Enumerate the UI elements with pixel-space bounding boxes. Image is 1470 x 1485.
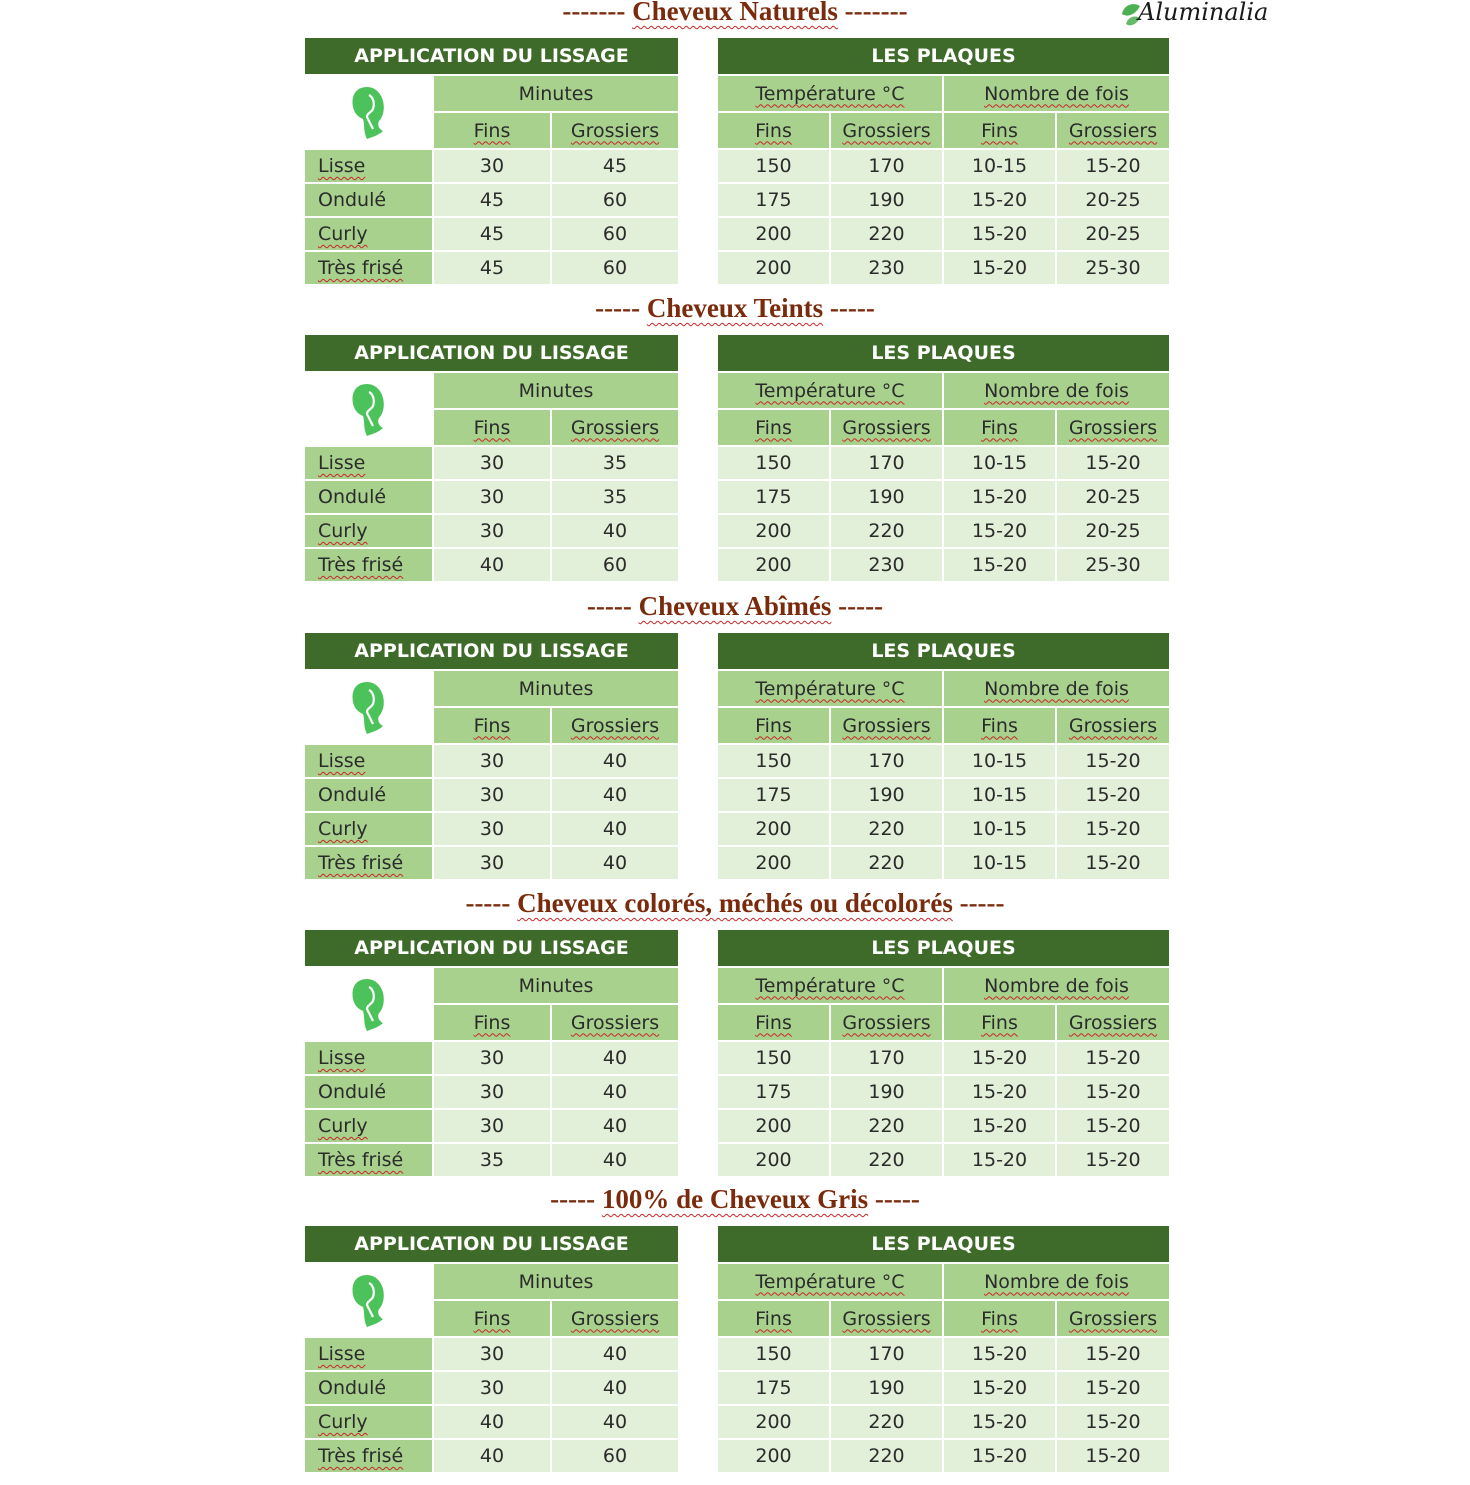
minutes-grossiers-value: 40 — [552, 1042, 678, 1076]
temp-fins-value: 175 — [718, 184, 829, 218]
title-dash-right: ----- — [874, 1184, 920, 1214]
temp-fins-header — [718, 708, 829, 745]
minutes-fins-value: 30 — [434, 813, 550, 847]
times-grossiers-header — [1057, 410, 1169, 447]
row-label-text: Très frisé — [318, 554, 404, 576]
minutes-fins-value: 30 — [434, 1110, 550, 1144]
application-table — [305, 633, 676, 881]
minutes-fins-label: Fins — [473, 1307, 511, 1330]
temperature-header — [718, 671, 942, 708]
times-header — [944, 1264, 1169, 1301]
row-label-text: Très frisé — [318, 257, 404, 279]
hair-type-section-3 — [0, 591, 1470, 892]
row-label-text: Curly — [318, 520, 368, 542]
minutes-fins-value: 30 — [434, 745, 550, 779]
plaques-header: LES PLAQUES — [718, 633, 1169, 671]
times-grossiers-value: 15-20 — [1057, 1406, 1169, 1440]
row-label-text: Lisse — [318, 452, 366, 474]
row-label-text: Curly — [318, 818, 368, 840]
temp-grossiers-header — [831, 1005, 942, 1042]
times-grossiers-label: Grossiers — [1068, 714, 1158, 737]
times-grossiers-label: Grossiers — [1068, 1307, 1158, 1330]
title-dash-right: ----- — [838, 591, 884, 621]
temperature-header — [718, 373, 942, 410]
woman-profile-icon — [305, 76, 432, 150]
minutes-header: Minutes — [434, 373, 678, 410]
section-title-text: 100% de Cheveux Gris — [601, 1184, 869, 1214]
row-label-text: Lisse — [318, 155, 366, 177]
temp-grossiers-value: 170 — [831, 745, 942, 779]
application-table — [305, 930, 676, 1178]
minutes-grossiers-value: 35 — [552, 481, 678, 515]
temp-fins-value: 150 — [718, 447, 829, 481]
hair-type-section-2 — [0, 293, 1470, 594]
hair-type-section-1 — [0, 0, 1470, 297]
row-label — [305, 847, 432, 881]
minutes-fins-value: 30 — [434, 1338, 550, 1372]
woman-profile-icon — [305, 671, 432, 745]
row-label — [305, 1406, 432, 1440]
temperature-label: Température °C — [755, 1270, 905, 1293]
minutes-grossiers-label: Grossiers — [570, 1011, 660, 1034]
temp-grossiers-value: 170 — [831, 1338, 942, 1372]
application-header: APPLICATION DU LISSAGE — [305, 335, 678, 373]
times-fins-label: Fins — [981, 1011, 1018, 1034]
hair-type-section-4 — [0, 888, 1470, 1189]
section-title — [0, 1184, 1470, 1215]
times-grossiers-value: 15-20 — [1057, 745, 1169, 779]
temp-fins-header — [718, 113, 829, 150]
times-fins-value: 15-20 — [944, 1144, 1055, 1178]
temp-fins-value: 175 — [718, 481, 829, 515]
minutes-grossiers-value: 40 — [552, 515, 678, 549]
times-grossiers-value: 20-25 — [1057, 218, 1169, 252]
row-label-text: Curly — [318, 1115, 368, 1137]
times-fins-value: 10-15 — [944, 447, 1055, 481]
title-dash-left: ----- — [550, 1184, 596, 1214]
application-table — [305, 1226, 676, 1474]
times-fins-value: 10-15 — [944, 779, 1055, 813]
minutes-grossiers-header — [552, 410, 678, 447]
temp-fins-value: 175 — [718, 1372, 829, 1406]
minutes-fins-value: 40 — [434, 1440, 550, 1474]
row-label — [305, 1440, 432, 1474]
temp-fins-header — [718, 410, 829, 447]
row-label: Ondulé — [305, 184, 432, 218]
woman-profile-icon — [305, 373, 432, 447]
temp-fins-label: Fins — [755, 1011, 792, 1034]
times-fins-value: 15-20 — [944, 481, 1055, 515]
times-fins-value: 15-20 — [944, 218, 1055, 252]
temp-fins-value: 200 — [718, 847, 829, 881]
temp-grossiers-label: Grossiers — [842, 119, 931, 142]
row-label: Ondulé — [305, 779, 432, 813]
times-grossiers-value: 15-20 — [1057, 1042, 1169, 1076]
minutes-grossiers-value: 60 — [552, 218, 678, 252]
minutes-fins-value: 45 — [434, 184, 550, 218]
title-dash-left: ------- — [562, 0, 626, 26]
minutes-grossiers-label: Grossiers — [570, 714, 660, 737]
minutes-grossiers-value: 45 — [552, 150, 678, 184]
times-fins-value: 15-20 — [944, 184, 1055, 218]
section-title — [0, 293, 1470, 324]
times-grossiers-header — [1057, 113, 1169, 150]
temp-fins-value: 200 — [718, 549, 829, 583]
minutes-grossiers-value: 40 — [552, 779, 678, 813]
minutes-grossiers-label: Grossiers — [570, 119, 660, 142]
plaques-header: LES PLAQUES — [718, 1226, 1169, 1264]
times-grossiers-value: 15-20 — [1057, 1076, 1169, 1110]
minutes-fins-value: 40 — [434, 1406, 550, 1440]
minutes-grossiers-header — [552, 113, 678, 150]
temp-grossiers-label: Grossiers — [842, 416, 931, 439]
temp-grossiers-value: 170 — [831, 447, 942, 481]
times-fins-value: 10-15 — [944, 150, 1055, 184]
application-header: APPLICATION DU LISSAGE — [305, 1226, 678, 1264]
temp-grossiers-header — [831, 708, 942, 745]
minutes-fins-value: 35 — [434, 1144, 550, 1178]
plaques-table — [718, 38, 1169, 286]
temp-fins-value: 150 — [718, 745, 829, 779]
minutes-fins-value: 40 — [434, 549, 550, 583]
minutes-grossiers-header — [552, 1301, 678, 1338]
section-title-text: Cheveux Teints — [646, 293, 824, 323]
section-title — [0, 888, 1470, 919]
temp-grossiers-header — [831, 113, 942, 150]
temp-fins-value: 150 — [718, 1338, 829, 1372]
section-title-text: Cheveux colorés, méchés ou décolorés — [517, 888, 953, 918]
minutes-grossiers-label: Grossiers — [570, 1307, 660, 1330]
times-fins-value: 15-20 — [944, 515, 1055, 549]
times-label: Nombre de fois — [984, 677, 1129, 700]
temp-fins-header — [718, 1005, 829, 1042]
row-label: Ondulé — [305, 1372, 432, 1406]
times-fins-value: 10-15 — [944, 847, 1055, 881]
row-label — [305, 252, 432, 286]
row-label-text: Très frisé — [318, 1445, 404, 1467]
minutes-fins-header — [434, 1005, 550, 1042]
application-header: APPLICATION DU LISSAGE — [305, 930, 678, 968]
times-grossiers-label: Grossiers — [1068, 119, 1158, 142]
row-label — [305, 150, 432, 184]
minutes-fins-value: 30 — [434, 1076, 550, 1110]
times-grossiers-value: 15-20 — [1057, 447, 1169, 481]
row-label — [305, 745, 432, 779]
temp-grossiers-value: 190 — [831, 184, 942, 218]
minutes-grossiers-value: 60 — [552, 549, 678, 583]
plaques-header: LES PLAQUES — [718, 930, 1169, 968]
minutes-fins-value: 45 — [434, 218, 550, 252]
temperature-header — [718, 76, 942, 113]
section-title — [0, 591, 1470, 622]
minutes-fins-header — [434, 113, 550, 150]
plaques-table — [718, 335, 1169, 583]
times-fins-value: 15-20 — [944, 1110, 1055, 1144]
minutes-grossiers-value: 40 — [552, 1110, 678, 1144]
temp-fins-label: Fins — [755, 416, 792, 439]
times-fins-header — [944, 1301, 1055, 1338]
temperature-label: Température °C — [755, 379, 905, 402]
times-label: Nombre de fois — [984, 974, 1129, 997]
minutes-grossiers-label: Grossiers — [570, 416, 660, 439]
times-grossiers-header — [1057, 1005, 1169, 1042]
application-table — [305, 38, 676, 286]
times-grossiers-value: 20-25 — [1057, 481, 1169, 515]
woman-profile-icon — [305, 968, 432, 1042]
temp-fins-value: 200 — [718, 813, 829, 847]
woman-profile-icon — [305, 1264, 432, 1338]
minutes-fins-value: 30 — [434, 481, 550, 515]
minutes-fins-label: Fins — [473, 714, 511, 737]
minutes-grossiers-value: 40 — [552, 847, 678, 881]
temp-grossiers-value: 220 — [831, 1406, 942, 1440]
row-label-text: Curly — [318, 1411, 368, 1433]
times-grossiers-value: 20-25 — [1057, 184, 1169, 218]
temp-grossiers-value: 230 — [831, 549, 942, 583]
temp-grossiers-value: 190 — [831, 779, 942, 813]
times-grossiers-value: 15-20 — [1057, 779, 1169, 813]
times-grossiers-value: 15-20 — [1057, 847, 1169, 881]
minutes-fins-value: 30 — [434, 847, 550, 881]
section-title — [0, 0, 1470, 27]
temp-grossiers-header — [831, 1301, 942, 1338]
minutes-header: Minutes — [434, 1264, 678, 1301]
minutes-grossiers-value: 40 — [552, 1372, 678, 1406]
minutes-fins-value: 30 — [434, 150, 550, 184]
temperature-header — [718, 1264, 942, 1301]
temp-fins-value: 150 — [718, 1042, 829, 1076]
times-grossiers-value: 15-20 — [1057, 150, 1169, 184]
temp-grossiers-value: 220 — [831, 1440, 942, 1474]
times-grossiers-value: 20-25 — [1057, 515, 1169, 549]
temp-fins-header — [718, 1301, 829, 1338]
times-grossiers-value: 15-20 — [1057, 1440, 1169, 1474]
times-fins-label: Fins — [981, 416, 1018, 439]
temp-grossiers-header — [831, 410, 942, 447]
minutes-grossiers-value: 40 — [552, 1144, 678, 1178]
minutes-grossiers-header — [552, 708, 678, 745]
times-grossiers-header — [1057, 708, 1169, 745]
minutes-grossiers-value: 60 — [552, 252, 678, 286]
temp-grossiers-value: 220 — [831, 813, 942, 847]
row-label — [305, 515, 432, 549]
minutes-grossiers-value: 40 — [552, 1406, 678, 1440]
minutes-grossiers-value: 40 — [552, 1338, 678, 1372]
temp-fins-value: 200 — [718, 515, 829, 549]
title-dash-left: ----- — [595, 293, 641, 323]
row-label — [305, 447, 432, 481]
times-fins-label: Fins — [981, 714, 1018, 737]
minutes-header: Minutes — [434, 671, 678, 708]
temp-fins-value: 175 — [718, 779, 829, 813]
minutes-grossiers-value: 60 — [552, 184, 678, 218]
minutes-grossiers-value: 40 — [552, 745, 678, 779]
title-dash-right: ------- — [844, 0, 908, 26]
times-header — [944, 968, 1169, 1005]
row-label — [305, 218, 432, 252]
temperature-label: Température °C — [755, 677, 905, 700]
brand-logo-text: Aluminalia — [1138, 0, 1269, 26]
section-title-text: Cheveux Naturels — [632, 0, 838, 26]
minutes-fins-value: 30 — [434, 447, 550, 481]
temp-fins-value: 175 — [718, 1076, 829, 1110]
plaques-table — [718, 633, 1169, 881]
temp-fins-label: Fins — [755, 1307, 792, 1330]
times-grossiers-header — [1057, 1301, 1169, 1338]
temp-fins-value: 200 — [718, 1144, 829, 1178]
minutes-grossiers-header — [552, 1005, 678, 1042]
times-fins-header — [944, 1005, 1055, 1042]
temp-grossiers-value: 220 — [831, 515, 942, 549]
hair-type-section-5 — [0, 1184, 1470, 1485]
minutes-fins-value: 30 — [434, 779, 550, 813]
plaques-table — [718, 1226, 1169, 1474]
title-dash-right: ----- — [829, 293, 875, 323]
row-label — [305, 813, 432, 847]
times-label: Nombre de fois — [984, 1270, 1129, 1293]
row-label-text: Très frisé — [318, 852, 404, 874]
minutes-grossiers-value: 40 — [552, 813, 678, 847]
row-label — [305, 1144, 432, 1178]
times-label: Nombre de fois — [984, 379, 1129, 402]
plaques-header: LES PLAQUES — [718, 38, 1169, 76]
row-label-text: Lisse — [318, 750, 366, 772]
temp-fins-value: 200 — [718, 1110, 829, 1144]
times-grossiers-value: 25-30 — [1057, 549, 1169, 583]
title-dash-left: ----- — [586, 591, 632, 621]
application-table — [305, 335, 676, 583]
times-fins-value: 15-20 — [944, 1440, 1055, 1474]
minutes-fins-value: 30 — [434, 1372, 550, 1406]
temp-fins-value: 200 — [718, 218, 829, 252]
times-fins-value: 15-20 — [944, 1076, 1055, 1110]
row-label-text: Lisse — [318, 1047, 366, 1069]
minutes-fins-header — [434, 410, 550, 447]
temp-fins-value: 200 — [718, 1440, 829, 1474]
temp-grossiers-value: 220 — [831, 1144, 942, 1178]
temperature-header — [718, 968, 942, 1005]
times-header — [944, 671, 1169, 708]
times-header — [944, 373, 1169, 410]
temp-fins-value: 200 — [718, 1406, 829, 1440]
minutes-fins-header — [434, 1301, 550, 1338]
times-fins-header — [944, 410, 1055, 447]
title-dash-left: ----- — [465, 888, 511, 918]
times-header — [944, 76, 1169, 113]
temp-fins-value: 200 — [718, 252, 829, 286]
times-grossiers-value: 15-20 — [1057, 1372, 1169, 1406]
temp-grossiers-value: 170 — [831, 1042, 942, 1076]
times-grossiers-value: 15-20 — [1057, 1110, 1169, 1144]
minutes-fins-value: 30 — [434, 1042, 550, 1076]
row-label: Ondulé — [305, 481, 432, 515]
times-fins-value: 15-20 — [944, 1406, 1055, 1440]
plaques-header: LES PLAQUES — [718, 335, 1169, 373]
times-grossiers-value: 15-20 — [1057, 1144, 1169, 1178]
minutes-grossiers-value: 60 — [552, 1440, 678, 1474]
row-label: Ondulé — [305, 1076, 432, 1110]
temp-grossiers-label: Grossiers — [842, 1307, 931, 1330]
times-grossiers-value: 25-30 — [1057, 252, 1169, 286]
minutes-grossiers-value: 35 — [552, 447, 678, 481]
times-fins-value: 15-20 — [944, 1338, 1055, 1372]
times-fins-header — [944, 113, 1055, 150]
minutes-header: Minutes — [434, 76, 678, 113]
row-label-text: Très frisé — [318, 1149, 404, 1171]
title-dash-right: ----- — [959, 888, 1005, 918]
minutes-fins-label: Fins — [473, 1011, 511, 1034]
times-grossiers-value: 15-20 — [1057, 813, 1169, 847]
temp-grossiers-label: Grossiers — [842, 1011, 931, 1034]
times-grossiers-value: 15-20 — [1057, 1338, 1169, 1372]
temp-fins-label: Fins — [755, 714, 792, 737]
temp-fins-label: Fins — [755, 119, 792, 142]
row-label — [305, 1042, 432, 1076]
minutes-fins-header — [434, 708, 550, 745]
times-label: Nombre de fois — [984, 82, 1129, 105]
section-title-text: Cheveux Abîmés — [638, 591, 832, 621]
plaques-table — [718, 930, 1169, 1178]
row-label-text: Lisse — [318, 1343, 366, 1365]
times-fins-header — [944, 708, 1055, 745]
temp-grossiers-value: 190 — [831, 1076, 942, 1110]
minutes-fins-label: Fins — [473, 119, 511, 142]
temp-grossiers-value: 230 — [831, 252, 942, 286]
temp-grossiers-value: 220 — [831, 1110, 942, 1144]
temp-grossiers-value: 190 — [831, 481, 942, 515]
times-grossiers-label: Grossiers — [1068, 1011, 1158, 1034]
temperature-label: Température °C — [755, 974, 905, 997]
minutes-grossiers-value: 40 — [552, 1076, 678, 1110]
minutes-fins-value: 45 — [434, 252, 550, 286]
times-fins-value: 15-20 — [944, 1372, 1055, 1406]
row-label-text: Curly — [318, 223, 368, 245]
times-fins-label: Fins — [981, 119, 1018, 142]
times-fins-value: 15-20 — [944, 1042, 1055, 1076]
temp-grossiers-value: 220 — [831, 218, 942, 252]
times-grossiers-label: Grossiers — [1068, 416, 1158, 439]
times-fins-value: 10-15 — [944, 813, 1055, 847]
times-fins-value: 15-20 — [944, 252, 1055, 286]
application-header: APPLICATION DU LISSAGE — [305, 633, 678, 671]
row-label — [305, 549, 432, 583]
temp-grossiers-label: Grossiers — [842, 714, 931, 737]
minutes-fins-value: 30 — [434, 515, 550, 549]
temp-grossiers-value: 190 — [831, 1372, 942, 1406]
row-label — [305, 1110, 432, 1144]
minutes-fins-label: Fins — [473, 416, 511, 439]
temp-grossiers-value: 170 — [831, 150, 942, 184]
temp-grossiers-value: 220 — [831, 847, 942, 881]
times-fins-label: Fins — [981, 1307, 1018, 1330]
row-label — [305, 1338, 432, 1372]
temp-fins-value: 150 — [718, 150, 829, 184]
times-fins-value: 15-20 — [944, 549, 1055, 583]
temperature-label: Température °C — [755, 82, 905, 105]
minutes-header: Minutes — [434, 968, 678, 1005]
application-header: APPLICATION DU LISSAGE — [305, 38, 678, 76]
times-fins-value: 10-15 — [944, 745, 1055, 779]
